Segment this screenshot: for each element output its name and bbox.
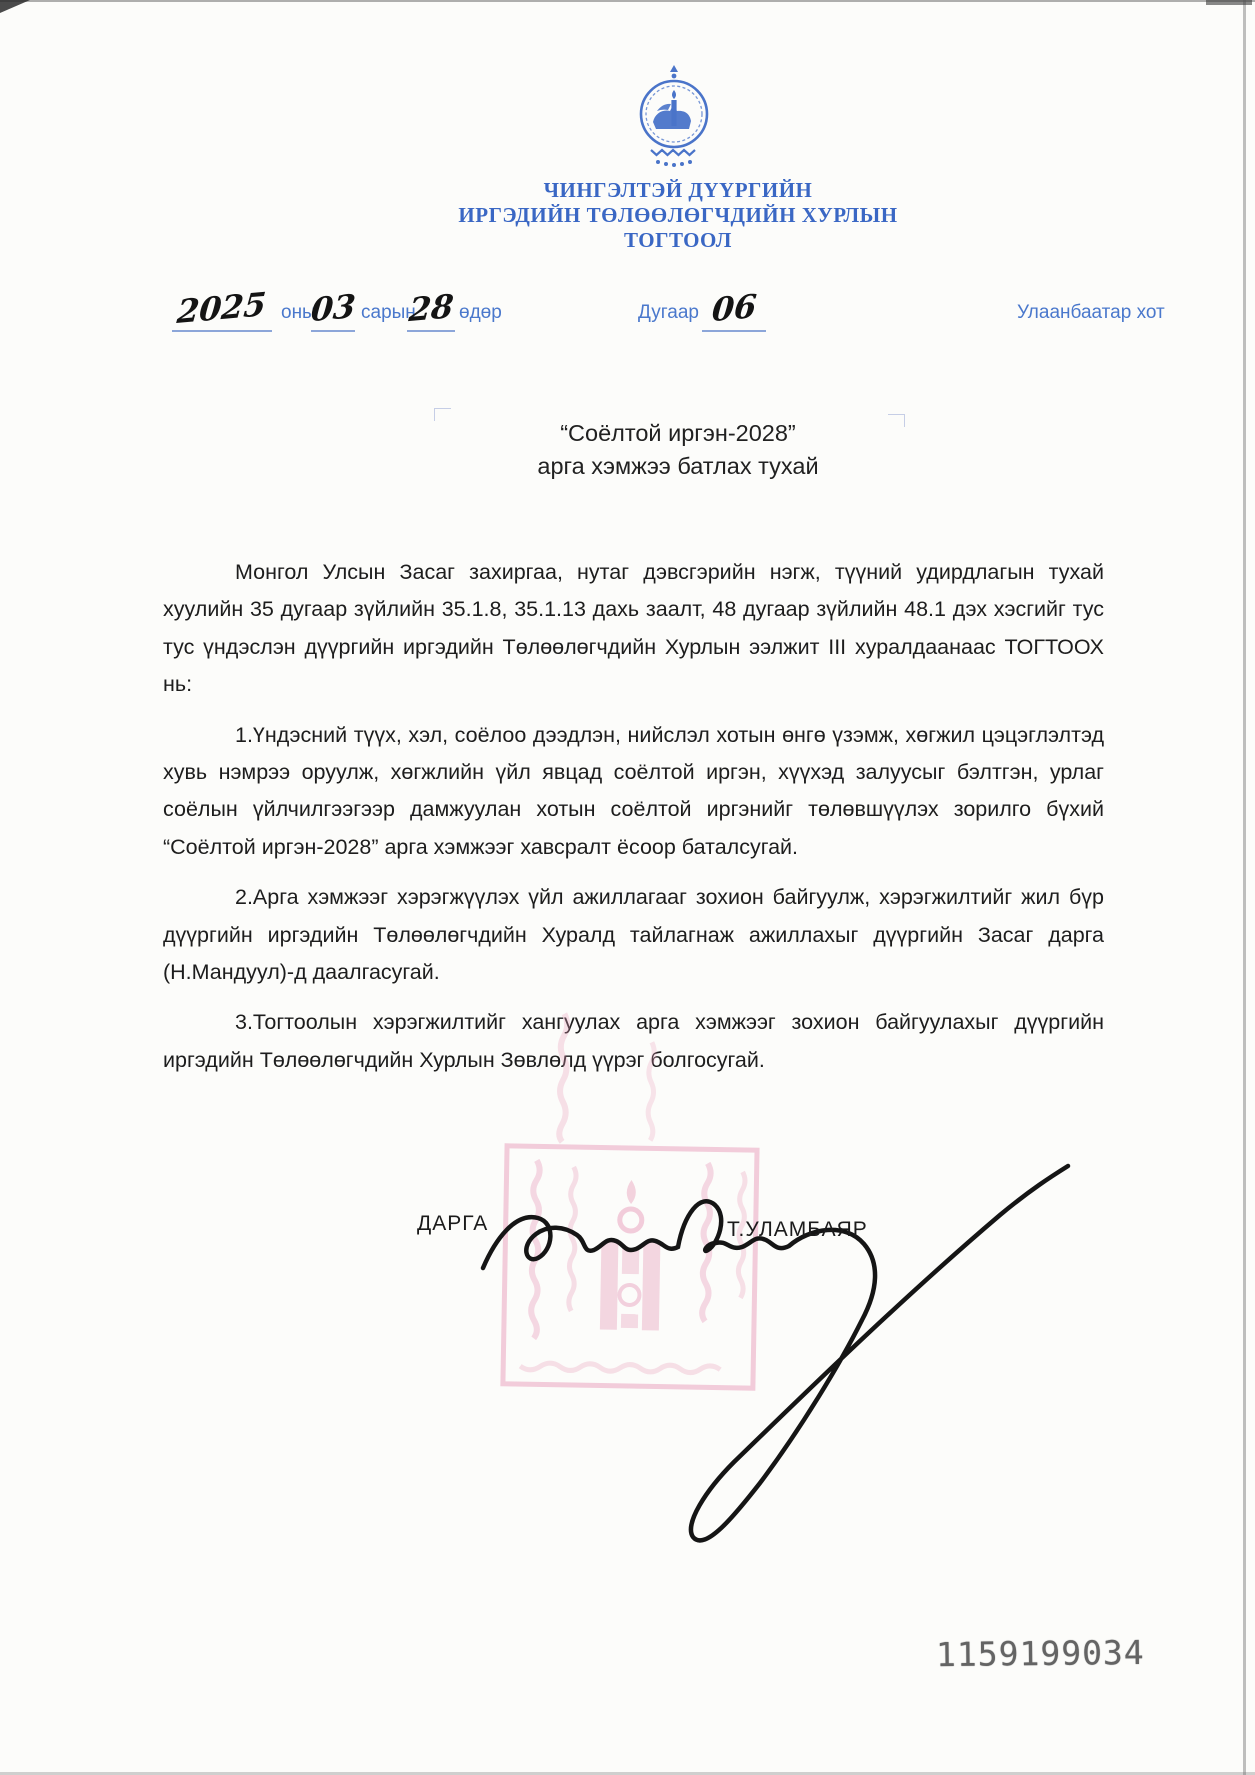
paragraph-1: 1.Үндэсний түүх, хэл, соёлоо дээдлэн, нийслэл хотын өнгө үзэмж, хөгжил цэцэглэлтэд хувь нэмрээ оруулж, хөгжлийн үйл явцад соёлтой иргэн, хүүхэд залуусыг бэлтгэн, урлаг соёлын үйлчилгээгээр дамжуулан хотын соёлтой иргэнийг төлөвшүүлэх зорилго бүхий “Соёлтой иргэн-2028” арга хэмжээг хавсралт ёсоор баталсугай. — [163, 722, 1104, 859]
paragraph-3: 3.Тогтоолын хэрэгжилтийг хангуулах арга хэмжээг зохион байгуулахыг дүүргийн иргэдийн Төлөөлөгчдийн Хурлын Зөвлөлд үүрэг болгосугай. — [163, 1010, 1104, 1072]
scan-artifact-top-left-corner — [0, 0, 30, 13]
stamp-and-signature-layer — [380, 1000, 1120, 1600]
scan-artifact-right-edge — [1243, 0, 1246, 1775]
scan-artifact-top-edge — [0, 0, 1255, 2]
signer-name: Т.УЛАМБАЯР — [727, 1218, 868, 1241]
paragraph-2: 2.Арга хэмжээг хэрэгжүүлэх үйл ажиллагааг зохион байгуулж, хэрэгжилтийг жил бүр дүүргийн иргэдийн Төлөөлөгчдийн Хуралд тайлагнаж ажиллахыг дүүргийн Засаг дарга (Н.Мандуул)-д даалгасугай. — [163, 885, 1104, 985]
date-month-blank — [309, 286, 358, 332]
number-blank — [702, 288, 766, 332]
date-year-value: 2025 — [175, 284, 269, 332]
number-label: Дугаар — [638, 302, 699, 323]
document-type-label: ТОГТООЛ — [624, 228, 732, 252]
stamped-serial-number: 1159199034 — [935, 1632, 1145, 1675]
org-name-line1: ЧИНГЭЛТЭЙ ДҮҮРГИЙН — [543, 178, 813, 202]
paragraph-preamble: Монгол Улсын Засаг захиргаа, нутаг дэвсгэрийн нэгж, түүний удирдлагын тухай хуулийн 35 дугаар зүйлийн 35.1.8, 35.1.13 дахь заалт, 48 дугаар зүйлийн 48.1 дэх хэсгийг тус тус үндэслэн дүүргийн иргэдийн Төлөөлөгчдийн Хурлын ээлжит III хуралдаанаас ТОГТООХ нь: — [163, 560, 1104, 697]
city-label: Улаанбаатар хот — [1017, 302, 1165, 323]
corner-mark-left-icon — [434, 408, 451, 421]
pink-official-seal-icon — [503, 1013, 759, 1388]
date-year-label: оны — [281, 302, 316, 323]
scan-artifact-top-right-corner — [1206, 0, 1252, 5]
date-month-label: сарын — [361, 302, 416, 323]
date-year-blank — [172, 284, 272, 332]
title-line1: “Соёлтой иргэн-2028” — [560, 420, 796, 446]
org-name-line2: ИРГЭДИЙН ТӨЛӨӨЛӨГЧДИЙН ХУРЛЫН — [458, 203, 898, 227]
title-line2: арга хэмжээ батлах тухай — [537, 453, 819, 479]
issuing-authority-header — [418, 178, 938, 253]
date-day-label: өдөр — [459, 302, 502, 323]
date-day-value: 28 — [407, 286, 455, 330]
signer-role-label: ДАРГА — [417, 1212, 489, 1235]
date-day-blank — [407, 288, 455, 332]
date-month-value: 03 — [309, 286, 358, 330]
mongolia-state-emblem-icon — [629, 64, 719, 170]
number-value: 06 — [710, 286, 758, 330]
document-title — [453, 417, 903, 483]
